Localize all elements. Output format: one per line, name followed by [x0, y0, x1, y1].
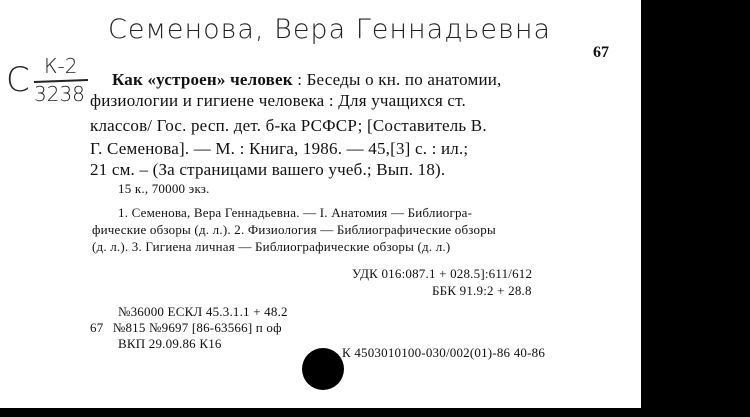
scan-border-right — [641, 0, 750, 417]
entry-line-5: 21 см. – (За страницами вашего учеб.; Вып. 18). — [90, 160, 446, 179]
footer-number: 67 — [90, 320, 104, 335]
entry-line-4: Г. Семенова]. — М. : Книга, 1986. — 45,[3] с. : ил.; — [90, 139, 469, 158]
bbk-index: ББК 91.9:2 + 28.8 — [432, 283, 532, 298]
handwritten-author: Семенова, Вера Геннадьевна — [108, 14, 552, 45]
shelfmark-prefix: С — [6, 60, 30, 100]
entry-line-3: классов/ Гос. респ. дет. б-ка РСФСР; [Составитель В. — [90, 116, 487, 135]
shelfmark-bottom: 3238 — [34, 82, 85, 106]
price-print-run: 15 к., 70000 экз. — [118, 181, 210, 196]
scan-border-bottom — [0, 408, 750, 417]
footer-line-1: №36000 ЕСКЛ 45.3.1.1 + 48.2 — [118, 304, 288, 319]
footer-order: №815 №9697 [86-63566] п оф — [112, 320, 282, 335]
entry-line-2: физиологии и гигиене человека : Для учащихся ст. — [90, 91, 466, 110]
tracing-line-3: (д. л.). 3. Гигиена личная — Библиографические обзоры (д. л.) — [92, 239, 451, 254]
footer-line-2 — [90, 320, 282, 336]
isbn-code: К 4503010100-030/002(01)-86 40-86 — [342, 345, 546, 360]
udk-index: УДК 016:087.1 + 028.5]:611/612 — [352, 266, 533, 281]
footer-line-3: ВКП 29.09.86 К16 — [118, 336, 222, 351]
card-number: 67 — [593, 44, 609, 61]
entry-line-1 — [112, 70, 502, 90]
title: Как «устроен» человек — [112, 70, 293, 89]
subtitle: : Беседы о кн. по анатомии, — [292, 70, 502, 89]
punch-hole — [302, 348, 344, 390]
tracing-line-2: фические обзоры (д. л.). 2. Физиология — Библиографические обзоры — [92, 222, 496, 237]
shelfmark-top: К-2 — [44, 54, 78, 78]
tracing-line-1: 1. Семенова, Вера Геннадьевна. — I. Анатомия — Библиогра- — [118, 205, 473, 220]
